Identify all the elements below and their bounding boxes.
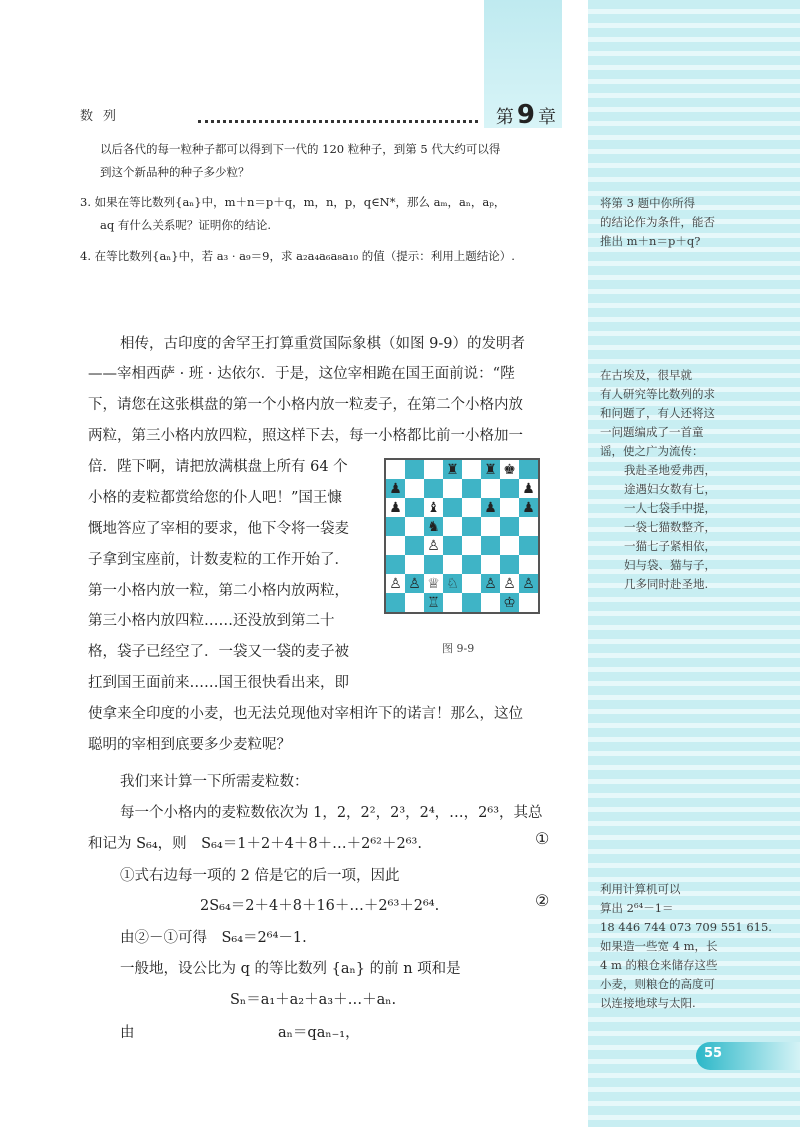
exercise-line: aq 有什么关系呢？证明你的结论. <box>100 218 272 232</box>
board-square <box>386 555 405 574</box>
math-line: Sₙ＝a₁＋a₂＋a₃＋…＋aₙ. <box>230 992 397 1008</box>
board-square <box>519 517 538 536</box>
story-line: 小格的麦粒都赏给您的仆人吧！”国王慷 <box>88 490 342 506</box>
note-line: 一问题编成了一首童 <box>600 425 704 439</box>
board-square <box>424 574 443 593</box>
poem-line: 一人七袋手中提， <box>624 501 716 515</box>
chess-piece: ♙ <box>389 575 402 592</box>
board-square <box>424 460 443 479</box>
poem-line: 一猫七子紧相依， <box>624 539 716 553</box>
board-square <box>462 536 481 555</box>
story-line: 使拿来全印度的小麦，也无法兑现他对宰相许下的诺言！那么，这位 <box>88 706 523 722</box>
exercise-line: 4. 在等比数列{aₙ}中，若 a₃ · a₉＝9，求 a₂a₄a₆a₈a₁₀ 的值（提示：利用上题结论）. <box>80 249 515 263</box>
board-square <box>405 555 424 574</box>
board-square <box>500 460 519 479</box>
board-square <box>405 517 424 536</box>
figure-caption: 图 9-9 <box>442 642 475 655</box>
board-square <box>500 479 519 498</box>
math-line: 2S₆₄＝2＋4＋8＋16＋…＋2⁶³＋2⁶⁴. <box>200 898 440 914</box>
board-square <box>481 479 500 498</box>
board-square <box>462 555 481 574</box>
board-square <box>481 460 500 479</box>
board-square <box>443 460 462 479</box>
chess-piece: ♟ <box>522 499 535 516</box>
board-square <box>424 593 443 612</box>
story-line: 第一小格内放一粒，第二小格内放两粒， <box>88 583 349 599</box>
exercise-line: 3. 如果在等比数列{aₙ}中，m＋n＝p＋q，m，n，p，q∈N*，那么 aₘ，aₙ，aₚ， <box>80 195 506 209</box>
story-line: 相传，古印度的舍罕王打算重赏国际象棋（如图 9-9）的发明者 <box>120 336 525 352</box>
board-square <box>386 536 405 555</box>
leader-dots <box>198 106 478 123</box>
note-line: 以连接地球与太阳. <box>600 996 696 1010</box>
chess-piece: ♟ <box>389 480 402 497</box>
chess-piece: ♜ <box>446 461 459 478</box>
board-square <box>481 536 500 555</box>
math-line: 一般地，设公比为 q 的等比数列 {aₙ} 的前 n 项和是 <box>120 961 461 977</box>
board-square <box>481 555 500 574</box>
board-square <box>443 479 462 498</box>
board-square <box>500 498 519 517</box>
board-square <box>405 536 424 555</box>
board-square <box>462 460 481 479</box>
math-line: 由②－①可得 S₆₄＝2⁶⁴－1. <box>120 930 307 946</box>
board-square <box>481 498 500 517</box>
story-line: 子拿到宝座前，计数麦粒的工作开始了． <box>88 552 349 568</box>
board-square <box>443 555 462 574</box>
board-square <box>500 517 519 536</box>
math-line: 我们来计算一下所需麦粒数： <box>120 774 309 790</box>
board-square <box>386 460 405 479</box>
poem-line: 一袋七猫数整齐， <box>624 520 716 534</box>
note-line: 如果造一些宽 4 m，长 <box>600 939 718 953</box>
page-number: 55 <box>704 1046 723 1061</box>
story-line: 格，袋子已经空了．一袋又一袋的麦子被 <box>88 644 349 660</box>
chess-piece: ♘ <box>446 575 459 592</box>
poem-line: 我赴圣地爱弗西， <box>624 463 716 477</box>
board-square <box>386 593 405 612</box>
board-square <box>424 555 443 574</box>
story-line: 聪明的宰相到底要多少麦粒呢？ <box>88 737 291 753</box>
board-square <box>405 574 424 593</box>
poem-line: 几多同时赴圣地. <box>624 577 709 591</box>
side-note-3 <box>600 880 772 1013</box>
equation-marker: ② <box>535 891 550 910</box>
board-square <box>519 555 538 574</box>
board-square <box>481 517 500 536</box>
chess-piece: ♙ <box>427 537 440 554</box>
board-square <box>481 574 500 593</box>
math-line: 和记为 S₆₄，则 S₆₄＝1＋2＋4＋8＋…＋2⁶²＋2⁶³. <box>88 836 422 852</box>
note-line: 18 446 744 073 709 551 615. <box>600 920 772 934</box>
board-square <box>462 574 481 593</box>
chess-piece: ♞ <box>427 518 440 535</box>
chess-piece: ♙ <box>522 575 535 592</box>
board-square <box>462 593 481 612</box>
math-line: ①式右边每一项的 2 倍是它的后一项，因此 <box>120 868 400 884</box>
story-line: 第三小格内放四粒……还没放到第二十 <box>88 613 335 629</box>
page-number-tab <box>696 1042 800 1070</box>
board-square <box>519 479 538 498</box>
board-square <box>443 536 462 555</box>
side-note-1 <box>600 194 730 251</box>
note-line: 小麦，则粮仓的高度可 <box>600 977 715 991</box>
board-square <box>500 574 519 593</box>
board-square <box>424 479 443 498</box>
chess-piece: ♟ <box>484 499 497 516</box>
note-line: 的结论作为条件，能否 <box>600 215 715 229</box>
board-square <box>462 517 481 536</box>
chess-piece: ♟ <box>522 480 535 497</box>
chess-piece: ♕ <box>427 575 440 592</box>
board-square <box>424 517 443 536</box>
board-square <box>519 536 538 555</box>
note-line: 和问题了，有人还将这 <box>600 406 715 420</box>
note-line: 4 m 的粮仓来储存这些 <box>600 958 718 972</box>
exercise-line: 以后各代的每一粒种子都可以得到下一代的 120 粒种子，到第 5 代大约可以得 <box>100 142 501 156</box>
story-line: 两粒，第三小格内放四粒，照这样下去，每一小格都比前一小格加一 <box>88 428 523 444</box>
note-line: 推出 m＋n＝p＋q? <box>600 234 701 248</box>
board-square <box>443 517 462 536</box>
math-line: 每一个小格内的麦粒数依次为 1，2，2²，2³，2⁴，…，2⁶³，其总 <box>120 805 543 821</box>
story-line: 下，请您在这张棋盘的第一个小格内放一粒麦子，在第二个小格内放 <box>88 397 523 413</box>
board-square <box>386 574 405 593</box>
board-square <box>443 593 462 612</box>
board-square <box>519 593 538 612</box>
math-line: aₙ＝qaₙ₋₁， <box>278 1025 360 1041</box>
exercise-line: 到这个新品种的种子多少粒？ <box>100 165 250 179</box>
board-square <box>443 574 462 593</box>
side-note-2 <box>600 366 730 594</box>
chess-piece: ♔ <box>503 594 516 611</box>
note-line: 算出 2⁶⁴－1＝ <box>600 901 674 915</box>
board-square <box>386 498 405 517</box>
board-square <box>462 498 481 517</box>
note-line: 有人研究等比数列的求 <box>600 387 715 401</box>
note-line: 将第 3 题中你所得 <box>600 196 696 210</box>
equation-marker: ① <box>535 829 550 848</box>
note-line: 利用计算机可以 <box>600 882 681 896</box>
board-square <box>405 460 424 479</box>
story-line: 倍．陛下啊，请把放满棋盘上所有 64 个 <box>88 459 348 475</box>
board-square <box>443 498 462 517</box>
board-square <box>500 536 519 555</box>
board-square <box>481 593 500 612</box>
poem-line: 途遇妇女数有七， <box>624 482 716 496</box>
chess-piece: ♝ <box>427 499 440 516</box>
chess-piece: ♖ <box>427 594 440 611</box>
chapter-label: 第 9 章 <box>495 100 556 130</box>
note-line: 谣，使之广为流传： <box>600 444 704 458</box>
chess-piece: ♙ <box>408 575 421 592</box>
math-line: 由 <box>120 1025 135 1041</box>
board-square <box>405 498 424 517</box>
chess-piece: ♙ <box>484 575 497 592</box>
page-header <box>80 100 560 128</box>
chess-piece: ♚ <box>503 461 516 478</box>
board-square <box>519 460 538 479</box>
story-line: 慨地答应了宰相的要求，他下令将一袋麦 <box>88 521 349 537</box>
chess-piece: ♜ <box>484 461 497 478</box>
board-square <box>386 517 405 536</box>
board-square <box>424 498 443 517</box>
board-square <box>500 593 519 612</box>
story-line: 扛到国王面前来……国王很快看出来，即 <box>88 675 349 691</box>
board-square <box>424 536 443 555</box>
chess-piece: ♟ <box>389 499 402 516</box>
note-line: 在古埃及，很早就 <box>600 368 692 382</box>
chess-piece: ♙ <box>503 575 516 592</box>
board-square <box>386 479 405 498</box>
board-square <box>462 479 481 498</box>
story-line: ——宰相西萨 · 班 · 达依尔．于是，这位宰相跪在国王面前说：“陛 <box>88 366 515 382</box>
board-square <box>405 479 424 498</box>
chessboard-figure <box>384 458 540 614</box>
board-square <box>519 498 538 517</box>
poem-line: 妇与袋、猫与子， <box>624 558 716 572</box>
board-square <box>519 574 538 593</box>
section-title: 数列 <box>80 109 127 124</box>
board-square <box>405 593 424 612</box>
board-square <box>500 555 519 574</box>
